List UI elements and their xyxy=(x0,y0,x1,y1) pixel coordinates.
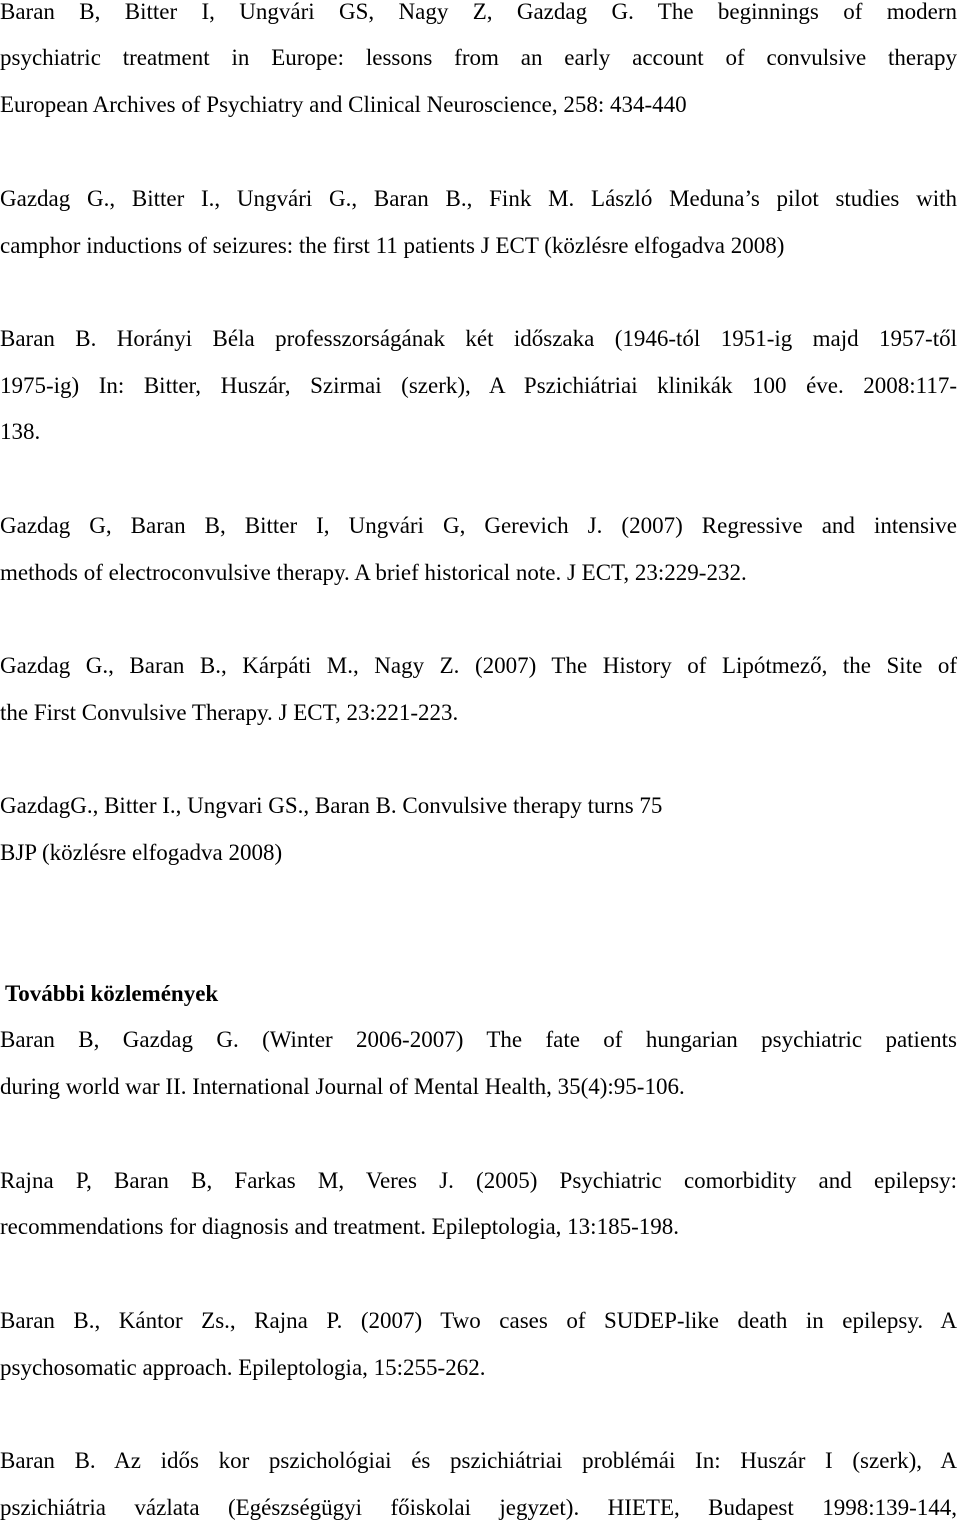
reference-line: pszichiátria vázlata (Egészségügyi főiskolai jegyzet). HIETE, Budapest 1998:139-144, xyxy=(0,1495,957,1520)
reference-line: Gazdag G., Baran B., Kárpáti M., Nagy Z. (2007) The History of Lipótmező, the Site of xyxy=(0,653,957,678)
reference-line: Gazdag G., Bitter I., Ungvári G., Baran B., Fink M. László Meduna’s pilot studies with xyxy=(0,186,957,211)
section-heading: További közlemények xyxy=(5,981,219,1006)
reference-line: Gazdag G, Baran B, Bitter I, Ungvári G, Gerevich J. (2007) Regressive and intensive xyxy=(0,513,957,538)
reference-line: Baran B, Gazdag G. (Winter 2006-2007) The fate of hungarian psychiatric patients xyxy=(0,1027,957,1052)
reference-line: 1975-ig) In: Bitter, Huszár, Szirmai (szerk), A Pszichiátriai klinikák 100 éve. 2008:117- xyxy=(0,373,957,398)
reference-line: psychiatric treatment in Europe: lessons from an early account of convulsive therapy xyxy=(0,45,957,70)
reference-line: psychosomatic approach. Epileptologia, 15:255-262. xyxy=(0,1355,486,1380)
reference-line: BJP (közlésre elfogadva 2008) xyxy=(0,840,283,865)
reference-line: Baran B. Az idős kor pszichológiai és pszichiátriai problémái In: Huszár I (szerk), A xyxy=(0,1448,957,1473)
reference-line: 138. xyxy=(0,419,41,444)
reference-line: recommendations for diagnosis and treatment. Epileptologia, 13:185-198. xyxy=(0,1214,679,1239)
reference-line: Baran B. Horányi Béla professzorságának két időszaka (1946-tól 1951-ig majd 1957-től xyxy=(0,326,957,351)
reference-line: methods of electroconvulsive therapy. A brief historical note. J ECT, 23:229-232. xyxy=(0,560,747,585)
reference-line: Baran B, Bitter I, Ungvári GS, Nagy Z, Gazdag G. The beginnings of modern xyxy=(0,0,957,24)
reference-line: Baran B., Kántor Zs., Rajna P. (2007) Two cases of SUDEP-like death in epilepsy. A xyxy=(0,1308,957,1333)
reference-line: during world war II. International Journal of Mental Health, 35(4):95-106. xyxy=(0,1074,685,1099)
reference-line: camphor inductions of seizures: the first 11 patients J ECT (közlésre elfogadva 2008) xyxy=(0,233,785,258)
reference-line: the First Convulsive Therapy. J ECT, 23:221-223. xyxy=(0,700,459,725)
reference-line: Rajna P, Baran B, Farkas M, Veres J. (2005) Psychiatric comorbidity and epilepsy: xyxy=(0,1168,957,1193)
reference-line: European Archives of Psychiatry and Clinical Neuroscience, 258: 434-440 xyxy=(0,92,687,117)
reference-line: GazdagG., Bitter I., Ungvari GS., Baran B. Convulsive therapy turns 75 xyxy=(0,793,663,818)
